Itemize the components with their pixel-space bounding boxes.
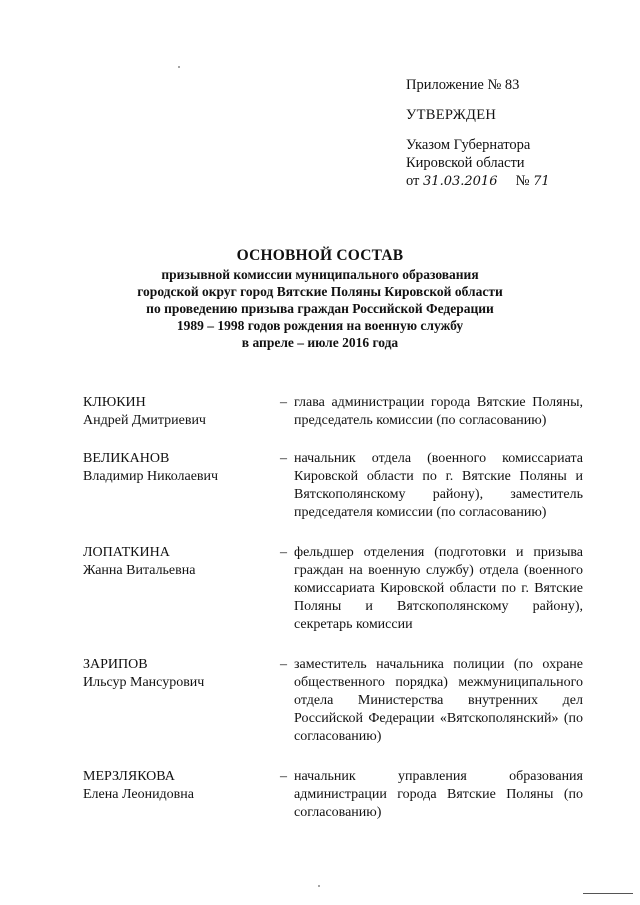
scan-speck — [178, 66, 180, 68]
member-surname: ВЕЛИКАНОВ — [83, 451, 170, 466]
member-given-name: Жанна Витальевна — [83, 563, 196, 578]
member-surname: ЗАРИПОВ — [83, 657, 148, 672]
member-dash: – — [280, 769, 287, 784]
title-line-4: 1989 – 1998 годов рождения на военную службу — [176, 318, 464, 333]
member-role: начальник отдела (военного комиссариата Кировской области по г. Вятские Поляны и Вятскополянскому району), заместитель председателя комиссии (по согласованию) — [294, 451, 583, 520]
member-name — [83, 656, 280, 746]
approved-label: УТВЕРЖДЕН — [406, 107, 497, 123]
member-role: фельдшер отделения (подготовки и призыва граждан на военную службу) отдела (военного комиссариата Кировской области по г. Вятские Поляны и Вятскополянскому району), секретарь комиссии — [294, 545, 583, 632]
member-dash: – — [280, 657, 287, 672]
number-prefix: № — [515, 173, 530, 189]
member-dash: – — [280, 545, 287, 560]
member-dash: – — [280, 451, 287, 466]
decree-line-1: Указом Губернатора — [406, 137, 531, 153]
footer-rule — [583, 893, 633, 894]
member-surname: МЕРЗЛЯКОВА — [83, 769, 175, 784]
member-given-name: Елена Леонидовна — [83, 787, 194, 802]
member-surname: КЛЮКИН — [83, 395, 146, 410]
document-title — [0, 246, 640, 351]
decree-number-handwritten: 71 — [533, 174, 550, 189]
appendix-label: Приложение № 83 — [406, 77, 520, 93]
member-given-name: Андрей Дмитриевич — [83, 413, 206, 428]
member-given-name: Ильсур Мансурович — [83, 675, 205, 690]
title-line-1: призывной комиссии муниципального образования — [161, 267, 479, 282]
member-name — [83, 394, 280, 430]
member-entry — [83, 544, 583, 634]
decree-date-line — [406, 172, 550, 191]
member-name — [83, 450, 280, 522]
decree-date-handwritten: 31.03.2016 — [423, 174, 498, 189]
date-prefix: от — [406, 173, 420, 189]
title-line-5: в апреле – июле 2016 года — [241, 335, 399, 350]
member-entry — [83, 450, 583, 522]
member-role: начальник управления образования администрации города Вятские Поляны (по согласованию) — [294, 769, 583, 820]
member-name — [83, 768, 280, 822]
member-dash: – — [280, 395, 287, 410]
title-line-3: по проведению призыва граждан Российской Федерации — [146, 301, 494, 316]
member-given-name: Владимир Николаевич — [83, 469, 219, 484]
members-list — [83, 394, 583, 822]
member-name — [83, 544, 280, 634]
member-entry — [83, 656, 583, 746]
member-role: заместитель начальника полиции (по охране общественного порядка) межмуниципального отдела Министерства внутренних дел Российской Федерации «Вятскополянский» (по согласованию) — [294, 657, 583, 744]
title-main: ОСНОВНОЙ СОСТАВ — [236, 247, 404, 264]
member-role: глава администрации города Вятские Поляны, председатель комиссии (по согласованию) — [294, 395, 583, 428]
member-surname: ЛОПАТКИНА — [83, 545, 170, 560]
approval-block — [406, 76, 550, 191]
decree-line-2: Кировской области — [406, 155, 525, 171]
member-entry — [83, 394, 583, 430]
member-entry — [83, 768, 583, 822]
scan-speck — [318, 885, 320, 887]
title-line-2: городской округ город Вятские Поляны Кировской области — [137, 284, 503, 299]
